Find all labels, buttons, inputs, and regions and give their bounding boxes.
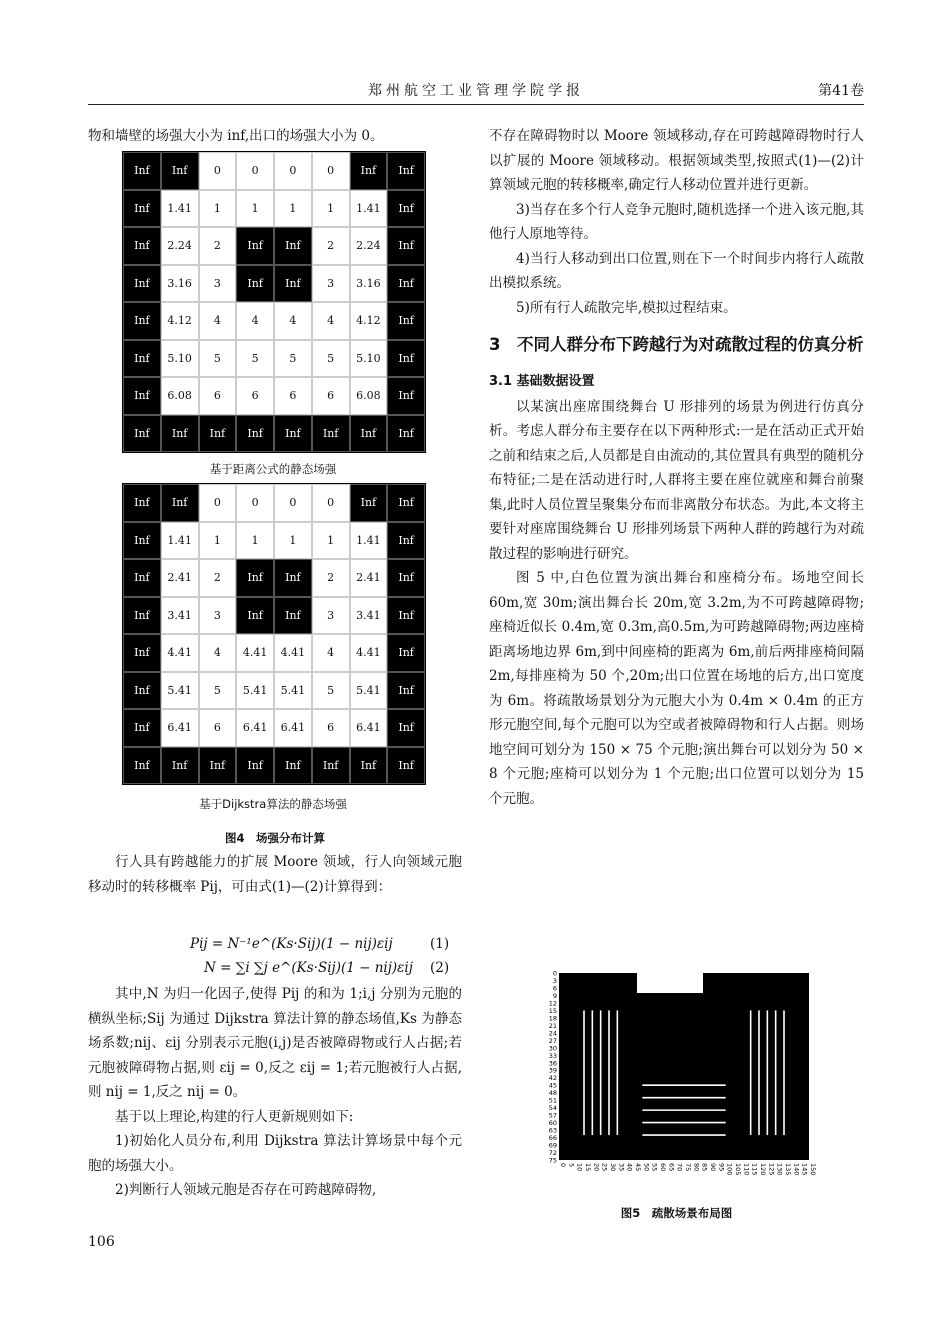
evacuation-layout-figure xyxy=(534,970,819,1190)
grid-cell: 5 xyxy=(312,672,350,710)
x-tick-label: 110 xyxy=(742,1163,751,1176)
grid-cell: Inf xyxy=(387,522,425,560)
y-tick-label: 9 xyxy=(552,991,557,1000)
rule-5: 5)所有行人疏散完毕,模拟过程结束。 xyxy=(516,299,737,316)
grid-cell: Inf xyxy=(161,152,199,190)
grid-cell: 6.41 xyxy=(274,709,312,747)
grid-cell: 1 xyxy=(312,522,350,560)
grid-cell: Inf xyxy=(236,559,274,597)
grid-cell: Inf xyxy=(387,484,425,522)
grid-cell: 1 xyxy=(274,190,312,228)
grid-cell: 3 xyxy=(312,597,350,635)
grid-cell: 6 xyxy=(236,377,274,415)
x-tick-label: 10 xyxy=(575,1163,584,1172)
grid-cell: Inf xyxy=(387,747,425,785)
x-tick-label: 70 xyxy=(675,1163,684,1172)
grid-cell: Inf xyxy=(123,597,161,635)
y-tick-label: 12 xyxy=(548,999,557,1008)
y-tick-label: 63 xyxy=(548,1126,557,1135)
y-tick-label: 3 xyxy=(552,976,557,985)
running-header xyxy=(88,80,864,105)
rule-2-continued: 不存在障碍物时以 Moore 领域移动,存在可跨越障碍物时行人以扩展的 Moore 领域移动。根据领域类型,按照式(1)—(2)计算领域元胞的转移概率,确定行人移动位置并进行更新。 xyxy=(489,128,864,193)
x-tick-label: 90 xyxy=(709,1163,717,1172)
y-tick-label: 75 xyxy=(548,1156,557,1165)
grid-cell: 4 xyxy=(199,634,237,672)
x-tick-label: 115 xyxy=(750,1163,759,1176)
grid-cell: Inf xyxy=(350,152,388,190)
grid-cell: Inf xyxy=(123,672,161,710)
grid-cell: 2.41 xyxy=(161,559,199,597)
y-tick-label: 30 xyxy=(548,1044,557,1053)
y-tick-label: 21 xyxy=(548,1021,557,1030)
x-tick-label: 35 xyxy=(617,1163,626,1172)
left-intro xyxy=(88,124,462,149)
grid-cell: 6 xyxy=(312,377,350,415)
grid-cell: 0 xyxy=(274,484,312,522)
grid-cell: Inf xyxy=(123,152,161,190)
x-tick-label: 20 xyxy=(592,1163,601,1172)
x-tick-label: 80 xyxy=(692,1163,701,1172)
x-tick-label: 135 xyxy=(784,1163,792,1176)
grid-cell: 5.41 xyxy=(350,672,388,710)
y-tick-label: 72 xyxy=(548,1149,557,1158)
grid-cell: Inf xyxy=(123,340,161,378)
grid-cell: Inf xyxy=(387,340,425,378)
grid-cell: 0 xyxy=(236,484,274,522)
grid-cell: 6.41 xyxy=(350,709,388,747)
grid-cell: 4.41 xyxy=(274,634,312,672)
x-tick-label: 95 xyxy=(717,1163,726,1172)
grid-cell: 1 xyxy=(312,190,350,228)
equation-1-number: (1) xyxy=(430,936,450,952)
left-body xyxy=(88,982,462,1203)
grid-cell: 2.24 xyxy=(350,227,388,265)
grid-cell: Inf xyxy=(387,265,425,303)
x-tick-label: 140 xyxy=(792,1163,801,1176)
transfer-prob-text: 行人具有跨越能力的扩展 Moore 领域，行人向领域元胞移动时的转移概率 Pij，可由式(1)—(2)计算得到： xyxy=(88,854,462,895)
x-tick-label: 15 xyxy=(584,1163,592,1172)
grid-cell: Inf xyxy=(387,597,425,635)
grid-cell: Inf xyxy=(123,302,161,340)
grid-cell: Inf xyxy=(123,709,161,747)
y-tick-label: 69 xyxy=(548,1141,557,1150)
grid-cell: 6.08 xyxy=(161,377,199,415)
exit-notch xyxy=(637,973,703,993)
grid-cell: 2.24 xyxy=(161,227,199,265)
fig5-caption: 图5 疏散场景布局图 xyxy=(620,1206,733,1220)
x-tick-label: 40 xyxy=(625,1163,634,1172)
grid-cell: Inf xyxy=(312,747,350,785)
grid-cell: Inf xyxy=(387,559,425,597)
y-tick-label: 54 xyxy=(548,1104,557,1113)
grid-cell: Inf xyxy=(387,190,425,228)
grid-cell: Inf xyxy=(199,415,237,453)
grid-cell: 6.41 xyxy=(161,709,199,747)
static-field-grid-dijkstra xyxy=(122,483,426,785)
y-tick-label: 36 xyxy=(548,1059,557,1068)
grid-cell: Inf xyxy=(274,227,312,265)
grid-cell: Inf xyxy=(123,227,161,265)
static-field-grid-distance xyxy=(122,151,426,453)
grid-cell: 0 xyxy=(236,152,274,190)
x-tick-label: 5 xyxy=(567,1163,576,1168)
grid-cell: Inf xyxy=(274,597,312,635)
grid-cell: Inf xyxy=(123,190,161,228)
grid-cell: 5 xyxy=(236,340,274,378)
grid-cell: Inf xyxy=(123,522,161,560)
x-tick-label: 45 xyxy=(634,1163,642,1172)
volume-label: 第41卷 xyxy=(818,83,864,99)
grid-cell: Inf xyxy=(387,415,425,453)
rule-1: 1)初始化人员分布,利用 Dijkstra 算法计算场景中每个元胞的场强大小。 xyxy=(88,1133,462,1174)
y-tick-label: 24 xyxy=(548,1029,557,1038)
y-tick-label: 15 xyxy=(548,1006,557,1015)
grid-cell: Inf xyxy=(123,559,161,597)
grid-cell: Inf xyxy=(312,415,350,453)
grid-cell: Inf xyxy=(236,265,274,303)
grid-cell: 5 xyxy=(199,672,237,710)
x-tick-label: 25 xyxy=(600,1163,609,1172)
y-tick-label: 45 xyxy=(548,1081,557,1090)
grid-cell: Inf xyxy=(274,747,312,785)
grid-cell: 6 xyxy=(199,377,237,415)
grid-cell: Inf xyxy=(236,747,274,785)
y-tick-label: 57 xyxy=(548,1111,557,1120)
x-tick-label: 60 xyxy=(659,1163,667,1172)
grid-cell: 2 xyxy=(312,559,350,597)
grid-cell: 3 xyxy=(312,265,350,303)
rule-3: 3)当存在多个行人竞争元胞时,随机选择一个进入该元胞,其他行人原地等待。 xyxy=(489,201,864,242)
grid-cell: 4.41 xyxy=(161,634,199,672)
grid-cell: 6 xyxy=(312,709,350,747)
grid-cell: 2 xyxy=(199,227,237,265)
grid-cell: Inf xyxy=(387,152,425,190)
x-tick-label: 105 xyxy=(734,1163,742,1176)
grid-cell: 5.41 xyxy=(236,672,274,710)
layout-plot xyxy=(559,973,809,1160)
grid-cell: 6.41 xyxy=(236,709,274,747)
grid-cell: Inf xyxy=(123,484,161,522)
left-para1 xyxy=(88,850,462,899)
grid-cell: 5.41 xyxy=(274,672,312,710)
x-tick-label: 125 xyxy=(767,1163,776,1176)
y-tick-label: 60 xyxy=(548,1119,557,1128)
x-tick-label: 120 xyxy=(759,1163,767,1176)
grid-cell: 4.41 xyxy=(350,634,388,672)
y-tick-label: 6 xyxy=(552,984,557,993)
equation-1: Pij = N⁻¹e^(Ks·Sij)(1 − nij)εij xyxy=(190,936,393,952)
grid-cell: Inf xyxy=(274,265,312,303)
x-tick-label: 0 xyxy=(559,1163,567,1168)
y-tick-label: 66 xyxy=(548,1134,557,1143)
grid-cell: Inf xyxy=(387,377,425,415)
grid-cell: 6 xyxy=(199,709,237,747)
y-tick-label: 33 xyxy=(548,1051,557,1060)
grid-cell: 0 xyxy=(199,484,237,522)
grid-cell: 4.41 xyxy=(236,634,274,672)
grid-cell: 3.41 xyxy=(161,597,199,635)
section-3-heading: 3 不同人群分布下跨越行为对疏散过程的仿真分析 xyxy=(489,335,864,354)
x-tick-label: 50 xyxy=(642,1163,651,1172)
grid-cell: Inf xyxy=(387,672,425,710)
equation-2: N = ∑i ∑j e^(Ks·Sij)(1 − nij)εij xyxy=(204,960,413,976)
y-tick-label: 18 xyxy=(548,1014,557,1023)
grid-cell: 3 xyxy=(199,597,237,635)
grid-cell: Inf xyxy=(350,747,388,785)
layout-paragraph: 图 5 中,白色位置为演出舞台和座椅分布。场地空间长 60m,宽 30m;演出舞台长 20m,宽 3.2m,为不可跨越障碍物;座椅近似长 0.4m,宽 0.3m,高0.5m,为可跨越障碍物;两边座椅距离场地边界 6m,到中间座椅的距离为 6m,前后两排座椅间隔 2m,每排座椅为 50 个,20m;出口位置在场地的后方,出口宽度为 6m。将疏散场景划分为元胞大小为 0.4m × 0.4m 的正方形元胞空间,每个元胞可以为空或者被障碍物和行人占据。则场地空间可划分为 150 × 75 个元胞;演出舞台可以划分为 50 × 8 个元胞;座椅可以划分为 1 个元胞;出口位置可以划分为 15 个元胞。 xyxy=(489,570,864,807)
grid-cell: 5.10 xyxy=(161,340,199,378)
grid-cell: Inf xyxy=(274,559,312,597)
grid-cell: 4.12 xyxy=(161,302,199,340)
x-tick-label: 145 xyxy=(800,1163,809,1176)
x-tick-label: 85 xyxy=(700,1163,709,1172)
grid-cell: 1 xyxy=(236,522,274,560)
right-column xyxy=(489,124,864,811)
x-tick-label: 30 xyxy=(609,1163,617,1172)
y-tick-label: 51 xyxy=(548,1096,557,1105)
y-tick-label: 27 xyxy=(548,1036,557,1045)
grid-cell: 1.41 xyxy=(161,522,199,560)
grid-cell: 5.41 xyxy=(161,672,199,710)
rule-2: 2)判断行人领域元胞是否存在可跨越障碍物, xyxy=(115,1182,377,1198)
grid-cell: Inf xyxy=(161,415,199,453)
grid-cell: Inf xyxy=(274,415,312,453)
grid-cell: 3 xyxy=(199,265,237,303)
grid-cell: 6 xyxy=(274,377,312,415)
grid-cell: Inf xyxy=(199,747,237,785)
equation-2-number: (2) xyxy=(430,960,450,976)
grid-cell: 5 xyxy=(312,340,350,378)
venue-area xyxy=(559,973,809,1160)
grid-cell: 3.16 xyxy=(161,265,199,303)
grid-cell: Inf xyxy=(236,415,274,453)
scenario-paragraph: 以某演出座席围绕舞台 U 形排列的场景为例进行仿真分析。考虑人群分布主要存在以下两种形式:一是在活动正式开始之前和结束之后,人员都是自由流动的,其位置具有典型的随机分布特征;二是在活动进行时,人群将主要在座位就座和舞台前聚集,此时人员位置呈聚集分布而非离散分布状态。为此,本文将主要针对座席围绕舞台 U 形排列场景下两种人群的跨越行为对疏散过程的影响进行研究。 xyxy=(489,398,864,562)
y-tick-label: 39 xyxy=(548,1066,557,1075)
grid-cell: 1.41 xyxy=(350,522,388,560)
grid-cell: Inf xyxy=(236,227,274,265)
symbol-definitions: 其中,N 为归一化因子,使得 Pij 的和为 1;i,j 分别为元胞的横纵坐标;Sij 为通过 Dijkstra 算法计算的静态场值,Ks 为静态场系数;nij、εij 分别表示元胞(i,j)是否被障碍物或行人占据;若元胞被障碍物占据,则 εij = 0,反之 εij = 1;若元胞被行人占据,则 nij = 1,反之 nij = 0。 xyxy=(88,986,462,1100)
y-tick-label: 42 xyxy=(548,1074,557,1083)
grid-cell: 4.12 xyxy=(350,302,388,340)
grid-cell: Inf xyxy=(387,709,425,747)
grid-cell: 1 xyxy=(199,190,237,228)
grid-cell: Inf xyxy=(161,747,199,785)
grid-cell: Inf xyxy=(123,415,161,453)
grid-cell: 5.10 xyxy=(350,340,388,378)
grid-cell: Inf xyxy=(123,377,161,415)
x-tick-label: 65 xyxy=(667,1163,676,1172)
grid-cell: Inf xyxy=(350,415,388,453)
grid-cell: 5 xyxy=(274,340,312,378)
rules-intro: 基于以上理论,构建的行人更新规则如下: xyxy=(115,1108,354,1125)
grid-cell: Inf xyxy=(161,484,199,522)
page-number: 106 xyxy=(88,1234,115,1250)
grid-cell: 4 xyxy=(312,302,350,340)
x-tick-label: 130 xyxy=(775,1163,784,1176)
grid-cell: 0 xyxy=(312,152,350,190)
y-tick-label: 0 xyxy=(552,970,557,978)
grid-cell: 5 xyxy=(199,340,237,378)
grid-cell: 2 xyxy=(199,559,237,597)
left-edge xyxy=(559,973,560,1160)
grid-cell: Inf xyxy=(387,302,425,340)
x-tick-label: 150 xyxy=(809,1163,817,1176)
journal-title: 郑州航空工业管理学院学报 xyxy=(368,83,584,99)
grid-cell: 4 xyxy=(274,302,312,340)
x-tick-label: 75 xyxy=(684,1163,692,1172)
grid-cell: 1 xyxy=(199,522,237,560)
grid2-caption: 基于Dijkstra算法的静态场强 xyxy=(199,797,347,811)
grid-cell: Inf xyxy=(387,634,425,672)
grid-cell: 4 xyxy=(236,302,274,340)
grid-cell: Inf xyxy=(123,265,161,303)
grid-cell: 4 xyxy=(312,634,350,672)
grid-cell: 2 xyxy=(312,227,350,265)
grid-cell: 1 xyxy=(274,522,312,560)
y-axis-ticks xyxy=(549,970,557,1165)
x-tick-label: 100 xyxy=(725,1163,734,1176)
grid-cell: 2.41 xyxy=(350,559,388,597)
y-tick-label: 48 xyxy=(548,1089,557,1098)
grid1-caption: 基于距离公式的静态场强 xyxy=(209,462,337,476)
grid-cell: 0 xyxy=(312,484,350,522)
section-3-1-heading: 3.1 基础数据设置 xyxy=(489,374,595,389)
intro-text: 物和墙壁的场强大小为 inf,出口的场强大小为 0。 xyxy=(88,128,384,144)
grid-cell: Inf xyxy=(123,747,161,785)
grid-cell: 0 xyxy=(274,152,312,190)
grid-cell: 3.41 xyxy=(350,597,388,635)
grid-cell: 1.41 xyxy=(161,190,199,228)
grid-cell: 0 xyxy=(199,152,237,190)
grid-cell: 1.41 xyxy=(350,190,388,228)
grid-cell: Inf xyxy=(123,634,161,672)
x-axis-ticks xyxy=(559,1163,817,1175)
grid-cell: Inf xyxy=(236,597,274,635)
fig4-caption: 图4 场强分布计算 xyxy=(224,831,325,845)
grid-cell: Inf xyxy=(387,227,425,265)
rule-4: 4)当行人移动到出口位置,则在下一个时间步内将行人疏散出模拟系统。 xyxy=(489,250,864,291)
x-tick-label: 55 xyxy=(650,1163,659,1172)
grid-cell: 1 xyxy=(236,190,274,228)
grid-cell: 6.08 xyxy=(350,377,388,415)
grid-cell: 4 xyxy=(199,302,237,340)
grid-cell: 3.16 xyxy=(350,265,388,303)
grid-cell: Inf xyxy=(350,484,388,522)
